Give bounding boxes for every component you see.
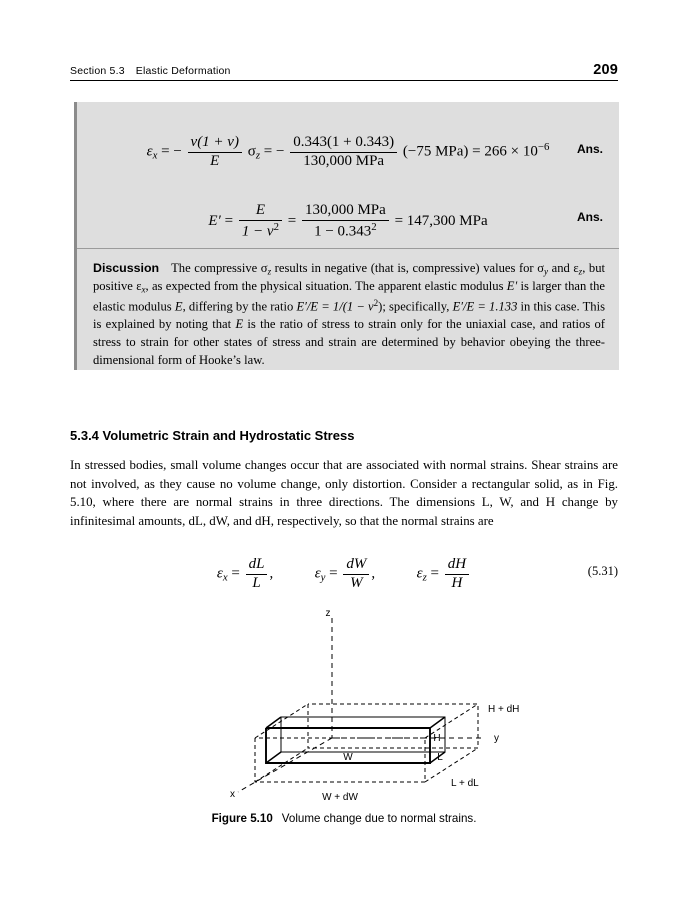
eq531-term1-comma: , (269, 565, 274, 582)
eq1-sigma: σ (247, 143, 256, 160)
example-equation-2 (77, 202, 619, 241)
discussion-text-16: , differing by the ratio (182, 299, 297, 314)
running-head-section: Section 5.3 (70, 65, 125, 77)
discussion-eps-x: ε (136, 279, 142, 294)
eq531-term3-lhs: ε (416, 565, 423, 582)
discussion-e: E (174, 299, 183, 314)
label-L: L (437, 752, 443, 763)
discussion-e-prime: E′ (506, 279, 518, 294)
answer-label-2: Ans. (576, 210, 603, 224)
axis-label-z: z (325, 610, 331, 619)
axis-label-x: x (230, 789, 235, 800)
label-H-dH: H + dH (488, 704, 520, 715)
label-H: H (433, 733, 441, 744)
eq531-term2-fraction (343, 556, 369, 592)
equation-5-31-expression: $\varepsilon_x$ = $\frac{dL}{L}$ , $\varepsilon_y$ = $\frac{dW}{W}$ , $\varepsilon_z$ = $\frac{dH}{H}$ (70, 556, 618, 592)
figure-5-10 (70, 610, 618, 850)
eq531-term2-sub: y (320, 571, 326, 584)
eq531-term1-lhs: ε (216, 565, 223, 582)
eq1-tail-exponent: −6 (537, 141, 550, 154)
discussion-ratio-2: E′/E = 1.133 (452, 299, 518, 314)
running-head (70, 62, 618, 78)
section-number: 5.3.4 (70, 428, 99, 443)
axis-label-y: y (494, 733, 499, 744)
eq1-tail: (−75 MPa) = 266 × 10 (402, 143, 538, 160)
figure-diagram (70, 610, 618, 810)
running-head-left (70, 65, 231, 77)
eq531-term3-numerator: dH (447, 556, 467, 572)
eq2-equals-2: = (287, 212, 297, 229)
eq1-frac2-numerator: 0.343(1 + 0.343) (293, 134, 395, 150)
figure-caption (70, 812, 618, 825)
eq531-term3-denominator: H (445, 574, 469, 593)
eq531-term2-denominator: W (343, 574, 369, 593)
discussion-text-12: , as expected from the physical situation. The apparent elastic modulus (145, 279, 507, 294)
label-W-dW: W + dW (322, 792, 358, 803)
discussion-e-2: E (235, 317, 244, 332)
running-head-title: Elastic Deformation (135, 65, 231, 77)
eq531-term1-numerator: dL (248, 556, 265, 572)
eq2-frac1-numerator: E (255, 202, 265, 218)
eq1-frac2-denominator: 130,000 MPa (290, 152, 397, 171)
eq2-frac2-numerator: 130,000 MPa (304, 202, 386, 218)
discussion-text-0: The compressive (171, 261, 261, 275)
discussion-eps-z: ε (573, 261, 579, 275)
discussion-text-9: , but positive (93, 261, 605, 294)
discussion-sigma-y-sub: y (544, 266, 549, 277)
discussion-eps-z-sub: z (578, 266, 583, 277)
eq2-lhs: E′ (208, 212, 221, 229)
eq531-term2-numerator: dW (346, 556, 367, 572)
eq2-frac2-den-exponent: 2 (371, 220, 377, 233)
discussion-label: Discussion (93, 261, 160, 275)
eq1-lhs: ε (146, 143, 153, 160)
discussion-sigma-z: σ (260, 261, 268, 275)
discussion-block (93, 260, 605, 370)
discussion-sigma-y: σ (537, 261, 544, 275)
eq531-term3-sub: z (422, 571, 427, 584)
eq2-frac2-den-text: 1 − 0.343 (314, 223, 372, 240)
eq531-term3-fraction (445, 556, 469, 592)
eq2-frac1-denominator (239, 220, 282, 241)
eq1-equals-1: = − (161, 143, 182, 160)
discussion-ratio-1: E′/E = 1/(1 − ν (296, 299, 374, 314)
eq1-fraction-2 (290, 134, 397, 170)
equation-5-31 (70, 556, 618, 596)
page-number: 209 (593, 62, 618, 78)
example-box (74, 102, 619, 370)
eq1-frac1-numerator: ν(1 + ν) (190, 134, 239, 150)
eq531-term2-comma: , (371, 565, 376, 582)
eq2-equals-1: = (224, 212, 234, 229)
header-rule (70, 80, 618, 81)
eq531-term1-sub: x (222, 571, 228, 584)
eq1-fraction-1 (188, 134, 242, 170)
body-paragraph: In stressed bodies, small volume changes occur that are associated with normal strains. Shear strains are not involved, as they cause no volume change, only distortion. Consider a rectangular solid, as in Fig. 5.10, where there are normal strains in three directions. The dimensions L, W, and H change by infinitesimal amounts, dL, dW, and dH, respectively, so that the normal strains are (70, 458, 618, 529)
discussion-divider (77, 248, 619, 249)
discussion-text-19: ); specifically, (378, 299, 453, 314)
eq2-frac1-den-exponent: 2 (273, 220, 279, 233)
eq2-frac2-denominator (302, 220, 389, 241)
figure-caption-label: Figure 5.10 (211, 812, 273, 825)
eq1-sigma-sub: z (255, 149, 261, 162)
eq2-frac1-den-text: 1 − ν (241, 223, 274, 240)
eq2-tail: = 147,300 MPa (394, 212, 488, 229)
eq531-term2-lhs: ε (314, 565, 321, 582)
discussion-eps-x-sub: x (141, 284, 146, 295)
section-heading (70, 428, 354, 443)
discussion-text-21: in this case. This is explained by noting that (93, 299, 606, 332)
discussion-text-6: and (548, 261, 574, 275)
section-title: Volumetric Strain and Hydrostatic Stress (102, 428, 355, 443)
eq531-term1-fraction (246, 556, 268, 592)
label-L-dL: L + dL (451, 778, 479, 789)
eq2-fraction-1 (239, 202, 282, 241)
eq2-fraction-2 (302, 202, 389, 241)
answer-label-1: Ans. (576, 142, 603, 156)
eq1-equals-2: = − (263, 143, 285, 160)
discussion-ratio-1-exponent: 2 (373, 297, 379, 308)
figure-caption-text: Volume change due to normal strains. (281, 812, 477, 825)
eq1-frac1-denominator: E (188, 152, 242, 171)
discussion-text-14: is larger than the elastic modulus (93, 279, 606, 314)
eq1-lhs-sub: x (152, 149, 158, 162)
discussion-text-23: is the ratio of stress to strain only for the uniaxial case, and ratios of stress to strain for other states of stress and strain are determined by behavior obeying the three-dimensional form of Hooke’s law. (93, 317, 605, 367)
equation-number: (5.31) (587, 564, 618, 578)
example-equation-1 (77, 134, 619, 170)
discussion-text-3: results in negative (that is, compressive) values for (271, 261, 538, 275)
label-W: W (343, 752, 353, 763)
eq531-term1-denominator: L (246, 574, 268, 593)
discussion-sigma-z-sub: z (267, 266, 272, 277)
